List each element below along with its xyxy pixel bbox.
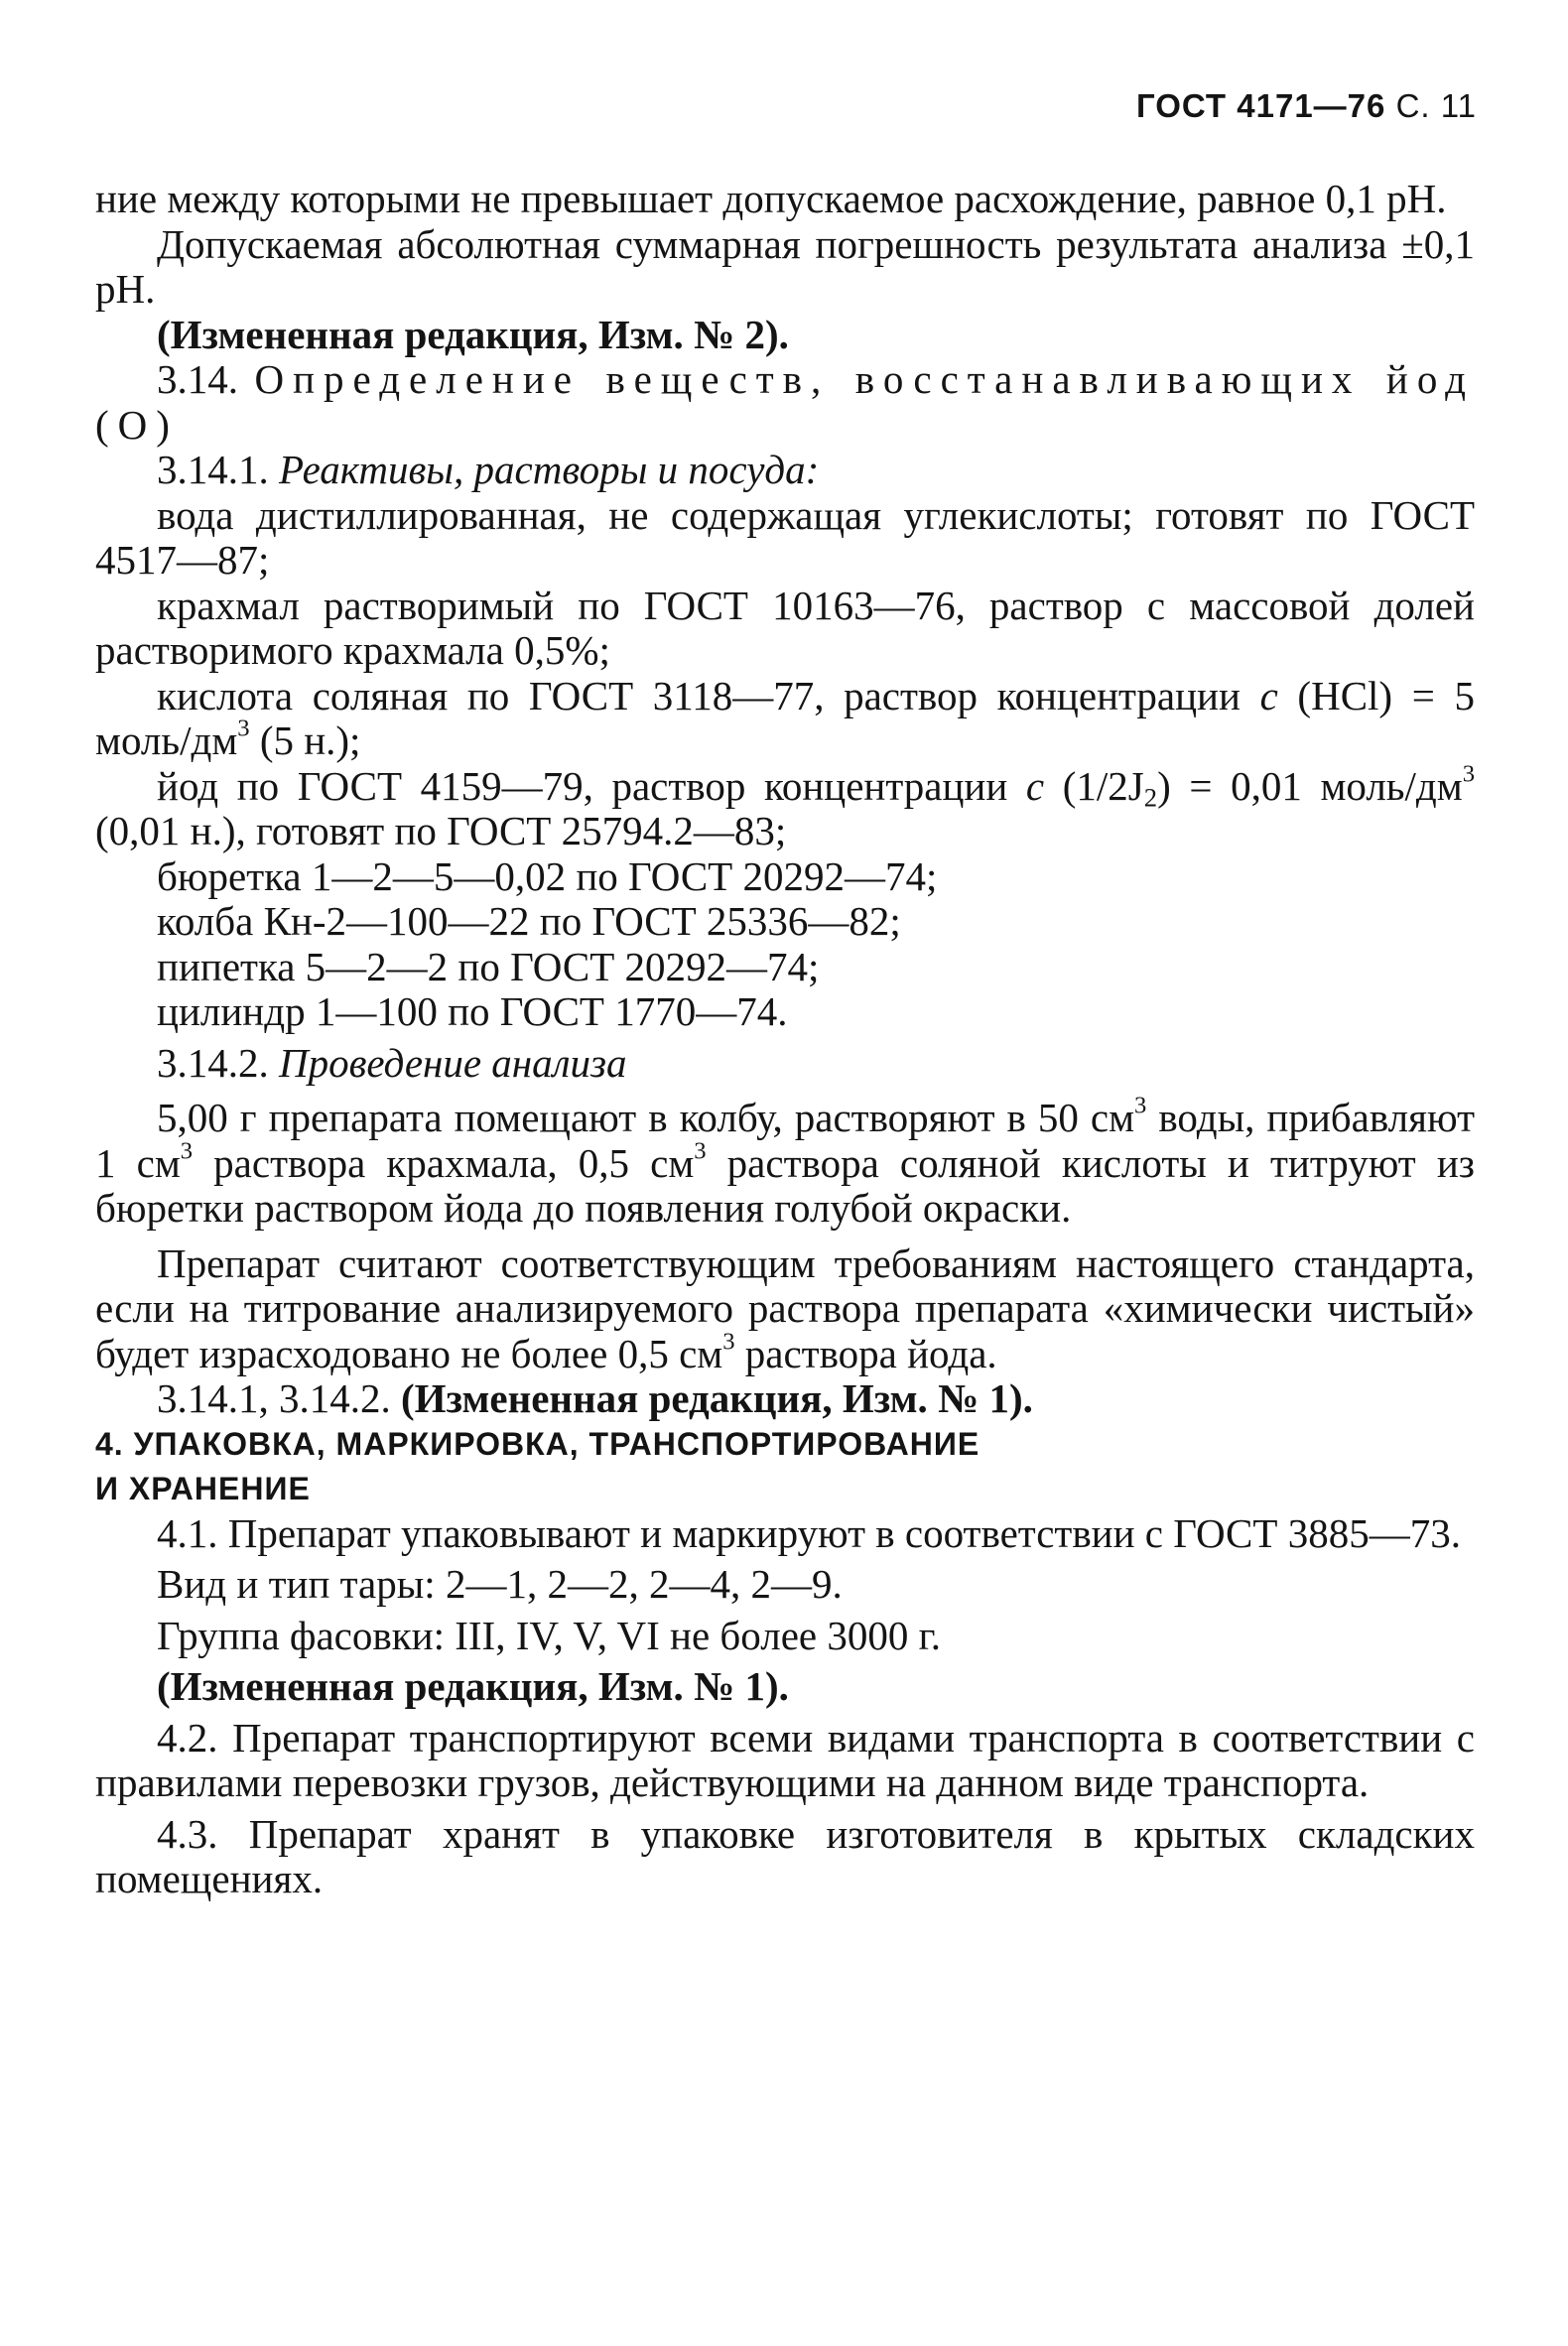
section-number: 3.14. bbox=[157, 356, 238, 402]
paragraph: 4.1. Препарат упаковывают и маркируют в соответствии с ГОСТ 3885—73. bbox=[157, 1509, 1461, 1556]
paragraph: Допускаемая абсолютная суммарная погрешность результата анализа ±0,1 pH. bbox=[95, 220, 1475, 312]
section-number: 3.14.2. bbox=[157, 1039, 269, 1086]
section-heading-3-14 bbox=[95, 357, 1475, 448]
equipment-item: пипетка 5—2—2 по ГОСТ 20292—74; bbox=[157, 943, 820, 989]
amendment-note: (Измененная редакция, Изм. № 1). bbox=[157, 1663, 789, 1709]
section-title: Проведение анализа bbox=[279, 1039, 627, 1086]
paragraph: Группа фасовки: III, IV, V, VI не более 3000 г. bbox=[157, 1612, 942, 1658]
reagent-item: кислота соляная по ГОСТ 3118—77, раствор концентрации с (HCl) = 5 моль/$дм^3$ (5 н.); bbox=[95, 672, 1475, 763]
equipment-item: цилиндр 1—100 по ГОСТ 1770—74. bbox=[157, 988, 788, 1034]
paragraph: 5,00 г препарата помещают в колбу, растворяют в 50 $см^3$ воды, прибавляют 1 $см^3$ раствора крахмала, 0,5 $см^3$ раствора соляной кислоты и титруют из бюретки раствором йода до появления голубой окраски. bbox=[95, 1092, 1475, 1231]
paragraph: 4.2. Препарат транспортируют всеми видами транспорта в соответствии с правилами перевозки грузов, действующими на данном виде транспорта. bbox=[95, 1714, 1475, 1805]
equipment-item: бюретка 1—2—5—0,02 по ГОСТ 20292—74; bbox=[157, 852, 938, 899]
paragraph: Вид и тип тары: 2—1, 2—2, 2—4, 2—9. bbox=[157, 1561, 843, 1607]
paragraph: Препарат считают соответствующим требованиям настоящего стандарта, если на титрование анализируемого раствора препарата «химически чистый» будет израсходовано не более 0,5 $см^3$ раствора йода. bbox=[95, 1239, 1475, 1376]
amendment-note: (Измененная редакция, Изм. № 2). bbox=[157, 311, 789, 357]
page-number: С. 11 bbox=[1395, 87, 1477, 124]
body-text bbox=[95, 177, 1475, 1902]
reagent-item: вода дистиллированная, не содержащая углекислоты; готовят по ГОСТ 4517—87; bbox=[95, 491, 1475, 583]
section-heading-3-14-1 bbox=[95, 448, 1475, 493]
section-title: Определение веществ, восстанавливающих йод (О) bbox=[95, 356, 1475, 448]
reagent-item: йод по ГОСТ 4159—79, раствор концентрации с $(1/2J_2) = 0,01$ моль/$дм^3$ (0,01 н.), готовят по ГОСТ 25794.2—83; bbox=[95, 760, 1476, 853]
paragraph: ние между которыми не превышает допускаемое расхождение, равное 0,1 pH. bbox=[95, 176, 1447, 221]
paragraph: 4.3. Препарат хранят в упаковке изготовителя в крытых складских помещениях. bbox=[95, 1810, 1475, 1901]
section-4-title: 4. УПАКОВКА, МАРКИРОВКА, ТРАНСПОРТИРОВАНИЕ И ХРАНЕНИЕ bbox=[95, 1425, 980, 1506]
page-header bbox=[1136, 87, 1477, 125]
equipment-item: колба Кн-2—100—22 по ГОСТ 25336—82; bbox=[157, 898, 901, 944]
standard-number: ГОСТ 4171—76 bbox=[1135, 87, 1386, 124]
reagent-item: крахмал растворимый по ГОСТ 10163—76, раствор с массовой долей растворимого крахмала 0,5%; bbox=[95, 582, 1475, 673]
section-number: 3.14.1. bbox=[157, 447, 269, 492]
section-heading-3-14-2 bbox=[95, 1041, 1475, 1087]
section-title: Реактивы, растворы и посуда: bbox=[279, 447, 820, 492]
amendment-note: 3.14.1, 3.14.2. (Измененная редакция, Изм. № 1). bbox=[157, 1375, 1033, 1421]
